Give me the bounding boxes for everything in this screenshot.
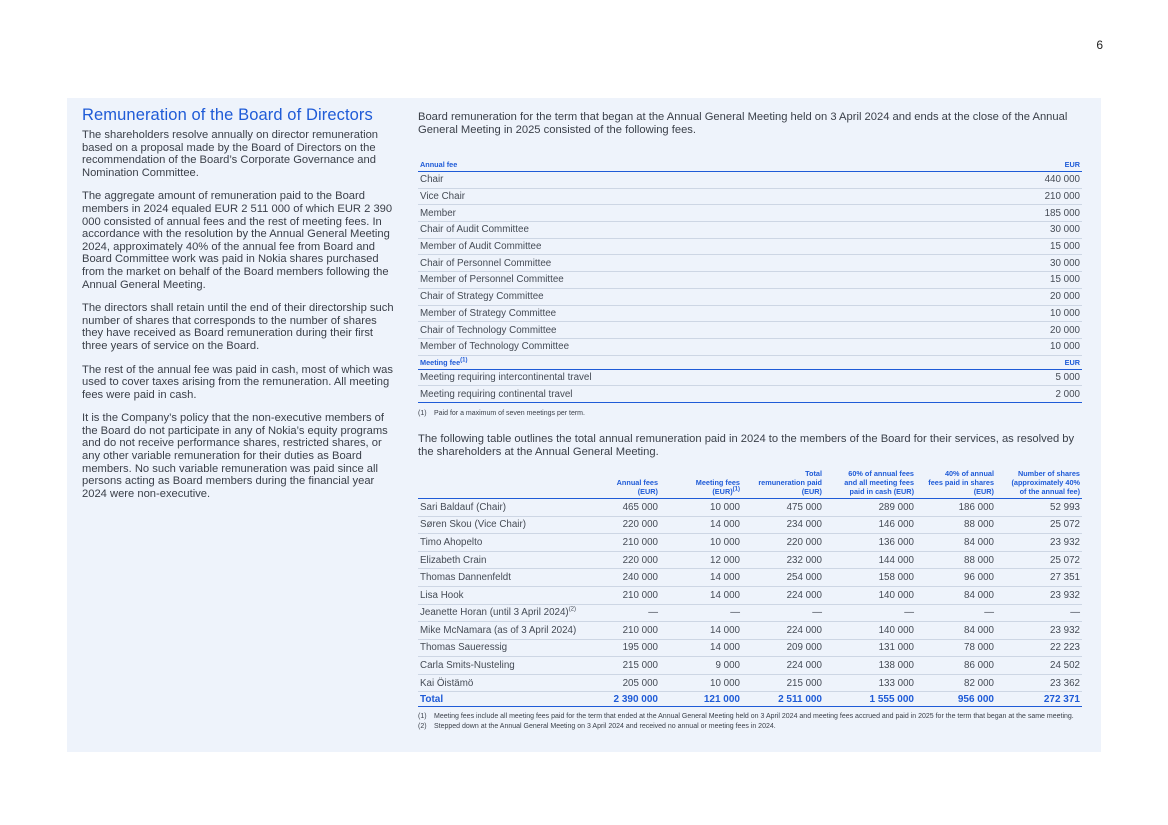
cell-annual: 240 000 bbox=[604, 569, 660, 587]
cell-cash: 138 000 bbox=[824, 657, 916, 675]
cell-cash: 136 000 bbox=[824, 534, 916, 552]
total-annual: 2 390 000 bbox=[604, 692, 660, 707]
fee-value: 10 000 bbox=[960, 338, 1082, 355]
table-row bbox=[418, 516, 1082, 534]
table-row bbox=[418, 534, 1082, 552]
fees-header-row bbox=[418, 158, 1082, 172]
table-row bbox=[418, 498, 1082, 516]
cell-annual: 210 000 bbox=[604, 586, 660, 604]
cell-shares-eur: 78 000 bbox=[916, 639, 996, 657]
total-shares-eur: 956 000 bbox=[916, 692, 996, 707]
remuneration-table bbox=[418, 469, 1082, 708]
cell-shares: 25 072 bbox=[996, 516, 1082, 534]
cell-meeting: 14 000 bbox=[660, 622, 742, 640]
cell-total: 224 000 bbox=[742, 622, 824, 640]
total-paid-header: Total remuneration paid (EUR) bbox=[742, 469, 824, 499]
cell-shares: 52 993 bbox=[996, 498, 1082, 516]
fee-value: 185 000 bbox=[960, 205, 1082, 222]
cell-meeting: 12 000 bbox=[660, 551, 742, 569]
cell-cash: 289 000 bbox=[824, 498, 916, 516]
fee-label: Member of Personnel Committee bbox=[418, 272, 960, 289]
member-name: Lisa Hook bbox=[418, 586, 604, 604]
remuneration-rows bbox=[418, 498, 1082, 692]
cell-cash: 131 000 bbox=[824, 639, 916, 657]
cell-shares-eur: 84 000 bbox=[916, 622, 996, 640]
cell-shares: 23 932 bbox=[996, 534, 1082, 552]
fee-value: 30 000 bbox=[960, 222, 1082, 239]
cell-total: 234 000 bbox=[742, 516, 824, 534]
cell-annual: 465 000 bbox=[604, 498, 660, 516]
remuneration-footnotes bbox=[418, 712, 1086, 731]
fee-row bbox=[418, 188, 1082, 205]
paragraph: The rest of the annual fee was paid in cash, most of which was used to cover taxes arising from the remuneration. All meeting fees were paid in cash. bbox=[82, 363, 393, 401]
fee-label: Chair of Personnel Committee bbox=[418, 255, 960, 272]
paragraph: The shareholders resolve annually on director remuneration based on a proposal made by the Board of Directors on the recommendation of the Board’s Corporate Governance and Nomination Committee. bbox=[82, 129, 379, 179]
cell-cash: 146 000 bbox=[824, 516, 916, 534]
cell-cash: — bbox=[824, 604, 916, 622]
member-name: Timo Ahopelto bbox=[418, 534, 604, 552]
remuneration-header-row bbox=[418, 469, 1082, 499]
cell-shares: 27 351 bbox=[996, 569, 1082, 587]
fees-table bbox=[418, 158, 1082, 403]
fee-value: 20 000 bbox=[960, 288, 1082, 305]
member-name: Søren Skou (Vice Chair) bbox=[418, 516, 604, 534]
fee-label: Member of Strategy Committee bbox=[418, 305, 960, 322]
member-name: Kai Öistämö bbox=[418, 674, 604, 692]
right-column bbox=[418, 111, 1086, 732]
name-header bbox=[418, 469, 604, 499]
fee-value: 15 000 bbox=[960, 272, 1082, 289]
total-row bbox=[418, 692, 1082, 707]
member-name: Sari Baldauf (Chair) bbox=[418, 498, 604, 516]
fees-intro: Board remuneration for the term that began at the Annual General Meeting held on 3 April 2024 and ends at the close of the Annual General Meeting in 2025 consisted of the following fees. bbox=[418, 111, 1068, 136]
fee-label: Chair bbox=[418, 172, 960, 189]
table-row bbox=[418, 622, 1082, 640]
cell-meeting: — bbox=[660, 604, 742, 622]
fee-label: Member of Technology Committee bbox=[418, 338, 960, 355]
fee-row bbox=[418, 172, 1082, 189]
fee-row bbox=[418, 338, 1082, 355]
shares-paid-header: 40% of annual fees paid in shares (EUR) bbox=[916, 469, 996, 499]
meeting-fees-header: Meeting fees (EUR)$^{(1)}$ bbox=[660, 469, 742, 499]
cell-meeting: 9 000 bbox=[660, 657, 742, 675]
cell-total: 224 000 bbox=[742, 586, 824, 604]
cell-shares-eur: 86 000 bbox=[916, 657, 996, 675]
cell-annual: 210 000 bbox=[604, 534, 660, 552]
cell-annual: 220 000 bbox=[604, 551, 660, 569]
footnote: (2) Stepped down at the Annual General Meeting on 3 April 2024 and received no annual or meeting fees in 2024. bbox=[418, 723, 776, 731]
fee-row bbox=[418, 238, 1082, 255]
fee-value: 15 000 bbox=[960, 238, 1082, 255]
fee-value: 210 000 bbox=[960, 188, 1082, 205]
cell-shares: 22 223 bbox=[996, 639, 1082, 657]
total-meeting: 121 000 bbox=[660, 692, 742, 707]
fee-row bbox=[418, 305, 1082, 322]
annual-fee-unit: EUR bbox=[960, 158, 1082, 172]
fee-row bbox=[418, 322, 1082, 339]
cell-shares-eur: 84 000 bbox=[916, 534, 996, 552]
meeting-fee-row bbox=[418, 386, 1082, 403]
annual-fees-header: Annual fees (EUR) bbox=[604, 469, 660, 499]
cell-total: 209 000 bbox=[742, 639, 824, 657]
section-title: Remuneration of the Board of Directors bbox=[82, 106, 373, 124]
member-name: Carla Smits-Nusteling bbox=[418, 657, 604, 675]
cell-cash: 140 000 bbox=[824, 586, 916, 604]
fees-footnote: (1) Paid for a maximum of seven meetings per term. bbox=[418, 409, 585, 417]
fee-label: Member bbox=[418, 205, 960, 222]
cell-shares-eur: 82 000 bbox=[916, 674, 996, 692]
cell-cash: 158 000 bbox=[824, 569, 916, 587]
cell-shares-eur: 84 000 bbox=[916, 586, 996, 604]
fee-row bbox=[418, 272, 1082, 289]
cell-meeting: 10 000 bbox=[660, 498, 742, 516]
left-column bbox=[82, 106, 400, 511]
meeting-fee-header: Meeting fee$^{(1)}$ bbox=[418, 355, 960, 369]
footnote: (1) Meeting fees include all meeting fees paid for the term that ended at the Annual General Meeting held on 3 April 2024 and meeting fees accrued and paid in 2025 for the term that began at the same meeting. bbox=[418, 713, 1074, 721]
paragraph: The aggregate amount of remuneration paid to the Board members in 2024 equaled EUR 2 511 000 of which EUR 2 390 000 consisted of annual fees and the rest of meeting fees. In accordance with the resolution by the Annual General Meeting 2024, approximately 40% of the annual fee from Board and Board Committee work was paid in Nokia shares purchased from the market on behalf of the Board members following the Annual General Meeting. bbox=[82, 190, 393, 291]
annual-fee-header: Annual fee bbox=[418, 158, 960, 172]
member-name: Thomas Saueressig bbox=[418, 639, 604, 657]
fee-label: Meeting requiring continental travel bbox=[418, 386, 960, 403]
fee-label: Member of Audit Committee bbox=[418, 238, 960, 255]
cell-total: 475 000 bbox=[742, 498, 824, 516]
fee-label: Chair of Strategy Committee bbox=[418, 288, 960, 305]
table-row bbox=[418, 639, 1082, 657]
cell-shares: 23 932 bbox=[996, 622, 1082, 640]
fee-value: 10 000 bbox=[960, 305, 1082, 322]
cell-annual: 210 000 bbox=[604, 622, 660, 640]
cell-shares: 23 932 bbox=[996, 586, 1082, 604]
total-shares: 272 371 bbox=[996, 692, 1082, 707]
cell-shares: — bbox=[996, 604, 1082, 622]
paragraph: It is the Company’s policy that the non-executive members of the Board do not participate in any of Nokia’s equity programs and do not receive performance shares, restricted shares, or any other variable remuneration for their duties as Board members. No such variable remuneration was paid since all persons acting as Board members during the financial year 2024 were non-executive. bbox=[82, 412, 388, 500]
fee-value: 440 000 bbox=[960, 172, 1082, 189]
cell-meeting: 10 000 bbox=[660, 534, 742, 552]
fee-row bbox=[418, 222, 1082, 239]
cell-cash: 133 000 bbox=[824, 674, 916, 692]
cell-meeting: 14 000 bbox=[660, 569, 742, 587]
table-row bbox=[418, 569, 1082, 587]
fee-value: 30 000 bbox=[960, 255, 1082, 272]
cell-total: 232 000 bbox=[742, 551, 824, 569]
cell-cash: 140 000 bbox=[824, 622, 916, 640]
fee-label: Chair of Audit Committee bbox=[418, 222, 960, 239]
cell-shares: 25 072 bbox=[996, 551, 1082, 569]
meeting-fee-rows bbox=[418, 369, 1082, 402]
cell-cash: 144 000 bbox=[824, 551, 916, 569]
cell-meeting: 14 000 bbox=[660, 516, 742, 534]
member-name: Elizabeth Crain bbox=[418, 551, 604, 569]
table-row bbox=[418, 586, 1082, 604]
fee-row bbox=[418, 205, 1082, 222]
meeting-fee-row bbox=[418, 369, 1082, 386]
meeting-fee-unit: EUR bbox=[960, 355, 1082, 369]
cell-meeting: 14 000 bbox=[660, 639, 742, 657]
fee-row bbox=[418, 255, 1082, 272]
cell-total: 254 000 bbox=[742, 569, 824, 587]
cell-total: 215 000 bbox=[742, 674, 824, 692]
member-name: Jeanette Horan (until 3 April 2024)$^{(2)}$ bbox=[418, 604, 604, 622]
cell-shares-eur: 88 000 bbox=[916, 516, 996, 534]
cell-shares-eur: 186 000 bbox=[916, 498, 996, 516]
total-total: 2 511 000 bbox=[742, 692, 824, 707]
cell-meeting: 10 000 bbox=[660, 674, 742, 692]
cell-total: 220 000 bbox=[742, 534, 824, 552]
paragraph: The directors shall retain until the end of their directorship such number of shares that corresponds to the number of shares they have received as Board remuneration during their first three years of service on the Board. bbox=[82, 302, 394, 352]
page-number: 6 bbox=[1096, 38, 1103, 52]
cell-shares-eur: — bbox=[916, 604, 996, 622]
cell-shares: 24 502 bbox=[996, 657, 1082, 675]
cell-total: — bbox=[742, 604, 824, 622]
remuneration-intro: The following table outlines the total annual remuneration paid in 2024 to the members of the Board for their services, as resolved by the shareholders at the Annual General Meeting. bbox=[418, 432, 1075, 458]
meeting-header-row bbox=[418, 355, 1082, 369]
cell-annual: 215 000 bbox=[604, 657, 660, 675]
cell-shares: 23 362 bbox=[996, 674, 1082, 692]
fee-label: Chair of Technology Committee bbox=[418, 322, 960, 339]
member-name: Mike McNamara (as of 3 April 2024) bbox=[418, 622, 604, 640]
fee-row bbox=[418, 288, 1082, 305]
cell-meeting: 14 000 bbox=[660, 586, 742, 604]
table-row bbox=[418, 674, 1082, 692]
fee-value: 20 000 bbox=[960, 322, 1082, 339]
table-row bbox=[418, 657, 1082, 675]
total-cash: 1 555 000 bbox=[824, 692, 916, 707]
fee-label: Meeting requiring intercontinental travel bbox=[418, 369, 960, 386]
annual-fee-rows bbox=[418, 172, 1082, 356]
total-label: Total bbox=[418, 692, 604, 707]
table-row bbox=[418, 551, 1082, 569]
fee-value: 5 000 bbox=[960, 369, 1082, 386]
fee-value: 2 000 bbox=[960, 386, 1082, 403]
cell-annual: 195 000 bbox=[604, 639, 660, 657]
cell-shares-eur: 96 000 bbox=[916, 569, 996, 587]
fee-label: Vice Chair bbox=[418, 188, 960, 205]
table-row bbox=[418, 604, 1082, 622]
cell-annual: 220 000 bbox=[604, 516, 660, 534]
cell-annual: — bbox=[604, 604, 660, 622]
member-name: Thomas Dannenfeldt bbox=[418, 569, 604, 587]
number-of-shares-header: Number of shares (approximately 40% of the annual fee) bbox=[996, 469, 1082, 499]
cell-shares-eur: 88 000 bbox=[916, 551, 996, 569]
cash-paid-header: 60% of annual fees and all meeting fees paid in cash (EUR) bbox=[824, 469, 916, 499]
cell-total: 224 000 bbox=[742, 657, 824, 675]
cell-annual: 205 000 bbox=[604, 674, 660, 692]
